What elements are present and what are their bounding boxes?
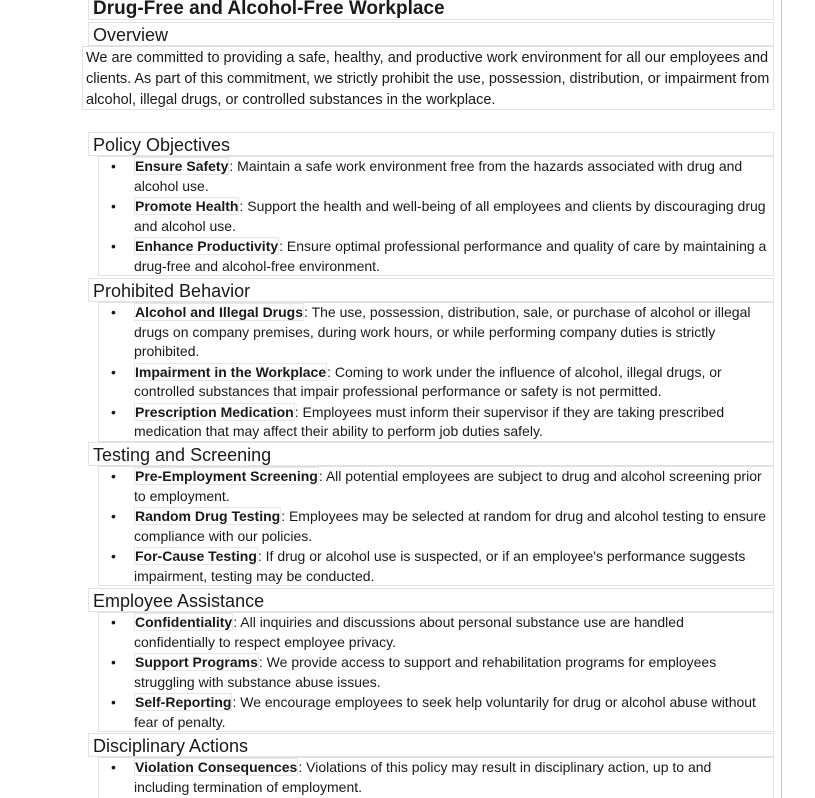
item-term: Prescription Medication	[135, 403, 294, 420]
item-text: : We encourage employees to seek help voluntarily for drug or alcohol abuse without fear of penalty.	[134, 694, 756, 730]
list-item	[99, 758, 773, 797]
item-term: Support Programs	[135, 654, 258, 670]
policy-objectives-list	[98, 156, 774, 276]
item-term: Self-Reporting	[135, 694, 232, 710]
employee-assistance-list	[98, 612, 774, 732]
list-item	[99, 363, 773, 402]
item-term: For-Cause Testing	[135, 548, 257, 564]
list-item	[99, 507, 773, 546]
item-term: Pre-Employment Screening	[135, 468, 318, 484]
item-term: Confidentiality	[135, 614, 233, 630]
list-item	[99, 157, 773, 196]
disciplinary-actions-list	[98, 757, 774, 798]
bullet-icon: •	[111, 654, 116, 670]
bullet-icon: •	[111, 759, 116, 775]
bullet-icon: •	[111, 468, 116, 484]
bullet-icon: •	[111, 614, 116, 630]
prohibited-behavior-list	[98, 302, 774, 442]
bullet-icon: •	[111, 363, 116, 380]
item-term: Random Drug Testing	[135, 508, 281, 524]
bullet-icon: •	[111, 403, 116, 420]
item-text: : We provide access to support and rehabilitation programs for employees struggling with substance abuse issues.	[134, 654, 717, 690]
item-term: Ensure Safety	[135, 158, 229, 174]
item-text: : All inquiries and discussions about personal substance use are handled confidentially to respect employee privacy.	[134, 614, 684, 650]
item-text: : Ensure optimal professional performance and quality of care by maintaining a drug-free and alcohol-free environment.	[134, 238, 767, 274]
bullet-icon: •	[111, 694, 116, 710]
item-term: Promote Health	[135, 198, 239, 214]
bullet-icon: •	[111, 304, 116, 320]
policy-objectives-heading: Policy Objectives	[88, 132, 774, 156]
list-item	[99, 653, 773, 692]
item-text: : Support the health and well-being of all employees and clients by discouraging drug and alcohol use.	[134, 198, 766, 234]
item-text: : Coming to work under the influence of alcohol, illegal drugs, or controlled substances that impair professional performance or safety is not permitted.	[134, 363, 722, 399]
disciplinary-actions-heading: Disciplinary Actions	[88, 733, 774, 757]
list-item	[99, 403, 773, 442]
overview-paragraph: We are committed to providing a safe, healthy, and productive work environment for all our employees and clients. As part of this commitment, we strictly prohibit the use, possession, distribution, or impairment from alcohol, illegal drugs, or controlled substances in the workplace.	[82, 46, 774, 110]
prohibited-behavior-heading: Prohibited Behavior	[88, 278, 774, 302]
bullet-icon: •	[111, 508, 116, 524]
employee-assistance-heading: Employee Assistance	[88, 588, 774, 612]
testing-screening-heading: Testing and Screening	[88, 442, 774, 466]
item-text: : The use, possession, distribution, sale, or purchase of alcohol or illegal drugs on company premises, during work hours, or while performing company duties is strictly prohibited.	[134, 304, 751, 359]
list-item	[99, 467, 773, 506]
list-item	[99, 547, 773, 586]
document-title: Drug-Free and Alcohol-Free Workplace	[88, 0, 774, 20]
testing-screening-list	[98, 466, 774, 586]
list-item	[99, 237, 773, 276]
item-term: Alcohol and Illegal Drugs	[135, 304, 304, 320]
item-text: : Violations of this policy may result in disciplinary action, up to and including termination of employment.	[134, 759, 712, 795]
list-item	[99, 613, 773, 652]
page-edge-divider	[781, 0, 782, 798]
item-text: : If drug or alcohol use is suspected, or if an employee's performance suggests impairment, testing may be conducted.	[134, 548, 746, 584]
item-text: : Maintain a safe work environment free from the hazards associated with drug and alcohol use.	[134, 158, 743, 194]
bullet-icon: •	[111, 548, 116, 564]
bullet-icon: •	[111, 198, 116, 214]
item-term: Impairment in the Workplace	[135, 363, 327, 380]
item-text: : Employees must inform their supervisor if they are taking prescribed medication that may affect their ability to perform job duties safely.	[134, 403, 725, 439]
list-item	[99, 303, 773, 362]
list-item	[99, 693, 773, 732]
bullet-icon: •	[111, 158, 116, 174]
overview-heading: Overview	[88, 22, 774, 46]
bullet-icon: •	[111, 238, 116, 254]
item-text: : Employees may be selected at random for drug and alcohol testing to ensure compliance with our policies.	[134, 508, 767, 544]
item-text: : All potential employees are subject to drug and alcohol screening prior to employment.	[134, 468, 762, 504]
item-term: Violation Consequences	[135, 759, 298, 775]
list-item	[99, 197, 773, 236]
item-term: Enhance Productivity	[135, 238, 279, 254]
